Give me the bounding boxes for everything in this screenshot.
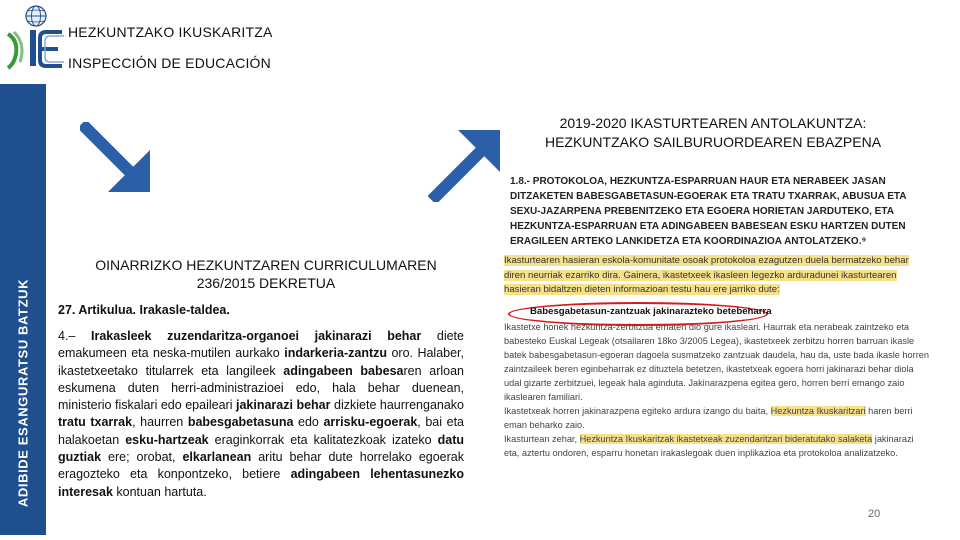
scan-body-text-c-end: jakinarazi eta, aztertu ondoren, esparru honetan irakaslegoak duen inplikazioa eta protokoloa analizatzeko. (504, 434, 914, 458)
article-body-bold: adingabeen lehentasunezko interesak (58, 467, 464, 499)
article-body-bold: tratu txarrak (58, 415, 133, 430)
education-inspection-logo (4, 4, 68, 70)
article-body-text: oro. Halaber, ikastetxeetako titularrek eta langileek (58, 346, 465, 378)
article-body-text: 4.– (58, 329, 91, 343)
header-title-basque: HEZKUNTZAKO IKUSKARITZA (68, 24, 273, 40)
globe-icon (26, 6, 46, 26)
article-body-text: , bai eta halakoetan (58, 415, 464, 447)
decree-title (60, 256, 472, 292)
article-title: 27. Artikulua. Irakasle-taldea. (58, 303, 230, 317)
scan-heading: 1.8.- PROTOKOLOA, HEZKUNTZA-ESPARRUAN HAUR ETA NERABEEK JASAN DITZAKETEN BABESGABETASUN-EGOERAK ETA TRATU TXARRAK, ABUSUA ETA SEXU-JAZARPENA PREBENITZEKO ETA EGOERA HORIETAN JARDUTEKO, ETA HEZKUNTZA-ESPARRUAN ETA ADINGABEEN BABESEAN ESKU HARTZEN DUTEN ERAGILEEN ARTEKO LANKIDETZA ETA KOORDINAZIOA ANTOLATZEKO.⁹ (510, 176, 907, 247)
article-body-bold: babesgabetasuna (187, 415, 294, 430)
header-title-spanish: INSPECCIÓN DE EDUCACIÓN (68, 55, 271, 71)
scan-paragraph-text: Ikasturtearen hasieran eskola-komunitate osoak protokoloa ezagutzen duela bermatzeko behar diren neurriak ezarriko dira. Gainera, ikastetxeek ikasleen legezko arduradunei ikasturtearen hasieran bidaltzen dieten informazioan testu hau ere jarriko dute: (504, 255, 909, 295)
scan-paragraph-body (504, 320, 930, 460)
scan-body-text-b: Ikastetxeak horren jakinarazpena egiteko ardura izango du baita, (504, 406, 771, 416)
decree-title-line2: 236/2015 DEKRETUA (196, 275, 336, 291)
scan-body-text-a: Ikastetxe honek hezkuntza-zerbitzua ematen dio gure ikasleari. Haurrak eta nerabeak zaintzeko eta babesteko Euskal Legeak (otsailaren 18ko 3/2005 Legea), ikastetxeek zerbitzu horren barruan ikasle batek babesgabetasun-egoeran dagoela susmatzeko zantzuak daudela, hau da, uste bada ikasle horren zaintzaileek beren eginbeharrak ez dituztela betetzen, ikastetxeak egoera horri jakinarazi behar diola udal gizarte zerbitzuei, legeak hala aginduta. Jakinarazpena egitea gero, horren berri emango zaio ikaslearen familiari. (504, 322, 929, 402)
scan-body-text-b-end: haren berri eman beharko zaio. (504, 406, 913, 430)
arrow-down-right-icon (80, 122, 156, 198)
article-body-bold: arrisku-egoerak (323, 415, 418, 430)
scan-paragraph-highlighted (504, 254, 930, 298)
scanned-document-excerpt (480, 170, 956, 458)
sidebar-label: ADIBIDE ESANGURATSU BATZUK (15, 278, 31, 508)
page-title (478, 114, 948, 152)
article-body-text: eraginkorrak eta kalitatezkoak izateko (208, 432, 438, 447)
article-body-bold: esku-hartzeak (125, 432, 209, 447)
article-body-text: ere; orobat, (101, 450, 183, 465)
article-body-text: edo (293, 415, 324, 430)
article-body-bold: jakinarazi behar (235, 398, 331, 413)
article-body-bold: adingabeen babesa (283, 363, 404, 378)
scan-subheading: Babesgabetasun-zantzuak jakinarazteko betebeharra (530, 306, 772, 317)
article-body-text: diete emakumeen eta neska-mutilen aurkako (58, 329, 464, 361)
article-body-bold: elkarlanean (182, 450, 252, 465)
article-body-text: dizkiete haurrenganako (330, 398, 464, 413)
sidebar-band (0, 84, 46, 535)
article-body-bold: indarkeria-zantzu (284, 346, 388, 361)
article-body-text: , haurren (132, 415, 188, 430)
decree-title-line1: OINARRIZKO HEZKUNTZAREN CURRICULUMAREN (95, 257, 437, 273)
article-body (58, 328, 464, 501)
article-body-bold: Irakasleek zuzendaritza-organoei jakinarazi behar (90, 329, 422, 343)
article-body-text: aritu behar dute horrelako egoerak eragozteko eta konpontzeko, betiere (58, 450, 464, 482)
scan-body-text-c: Ikasturtean zehar, (504, 434, 580, 444)
article-body-bold: datu guztiak (58, 432, 464, 465)
scan-body-highlight-b: Hezkuntza Ikuskaritzari (770, 406, 866, 416)
article-body-text: ren arloan eskumena duten herri-administrazioei edo, hala behar duenean, ministerio fiskalari edo epaileari (58, 363, 464, 413)
article-body-text: kontuan hartuta. (112, 484, 207, 499)
page-number: 20 (868, 508, 881, 520)
scan-body-highlight-c: Hezkuntza Ikuskaritzak ikastetxeak zuzendaritzari bideratutako salaketa (579, 434, 873, 444)
page-title-line1: 2019-2020 IKASTURTEAREN ANTOLAKUNTZA: (559, 115, 867, 131)
page-title-line2: HEZKUNTZAKO SAILBURUORDEAREN EBAZPENA (544, 134, 882, 150)
